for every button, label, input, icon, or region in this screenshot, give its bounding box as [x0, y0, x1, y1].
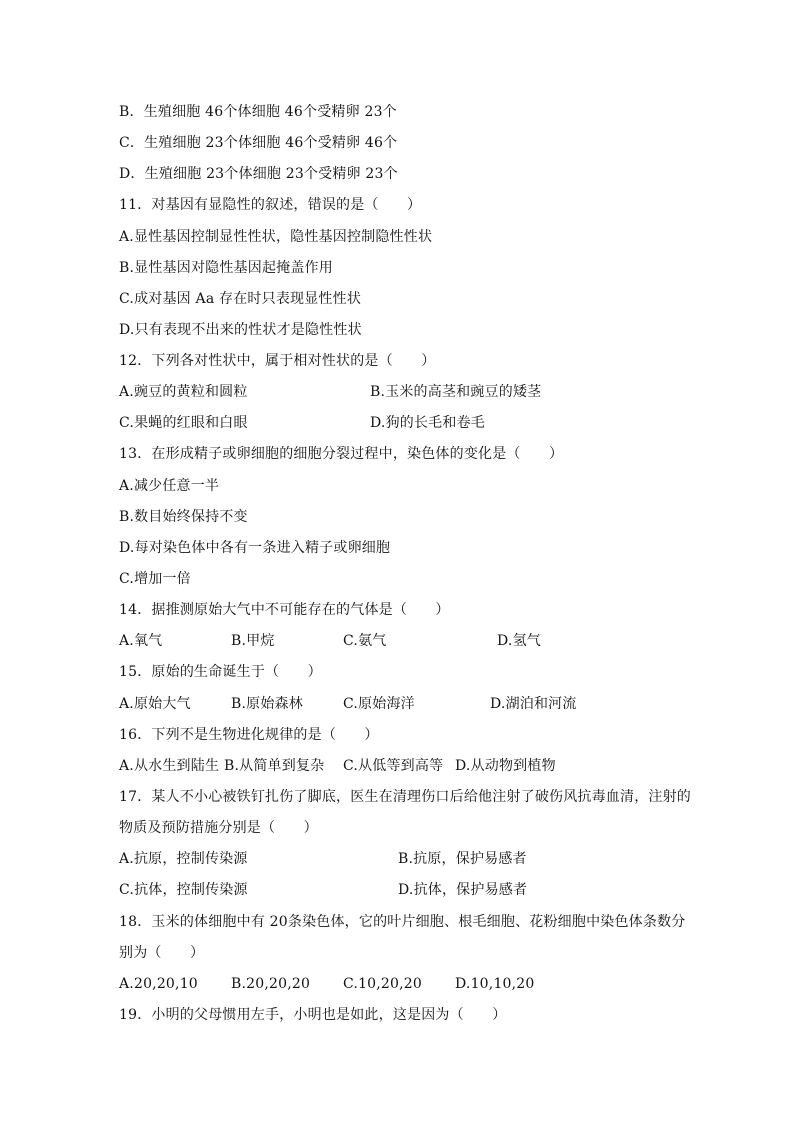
q15-option-c: C.原始海洋: [343, 696, 415, 712]
q14-option-a: A.氧气: [119, 633, 163, 649]
q10-option-c: C．生殖细胞 23个体细胞 46个受精卵 46个: [119, 135, 398, 151]
q17-option-a: A.抗原，控制传染源: [119, 851, 248, 867]
q18-stem-line-2: 别为（ ）: [119, 945, 205, 961]
q15-option-b: B.原始森林: [231, 696, 303, 712]
q12-option-b: B.玉米的高茎和豌豆的矮茎: [370, 384, 542, 400]
q14-option-b: B.甲烷: [231, 633, 275, 649]
q15-option-a: A.原始大气: [119, 696, 191, 712]
q19-stem: 19．小明的父母惯用左手，小明也是如此，这是因为（ ）: [119, 1007, 507, 1023]
q18-option-b: B.20,20,20: [231, 976, 311, 992]
q16-stem: 16．下列不是生物进化规律的是（ ）: [119, 727, 379, 743]
q10-option-b: B．生殖细胞 46个体细胞 46个受精卵 23个: [119, 104, 397, 120]
q17-stem-line-1: 17．某人不小心被铁钉扎伤了脚底，医生在清理伤口后给他注射了破伤风抗毒血清，注射的: [119, 789, 692, 805]
q17-stem-line-2: 物质及预防措施分别是（ ）: [119, 820, 318, 836]
q18-option-a: A.20,20,10: [119, 976, 198, 992]
q12-option-a: A.豌豆的黄粒和圆粒: [119, 384, 248, 400]
q14-option-d: D.氢气: [497, 633, 541, 649]
q12-option-c: C.果蝇的红眼和白眼: [119, 415, 248, 431]
q12-option-d: D.狗的长毛和卷毛: [370, 415, 485, 431]
q13-option-c: C.增加一倍: [119, 571, 191, 587]
q18-option-c: C.10,20,20: [343, 976, 423, 992]
q18-stem-line-1: 18．玉米的体细胞中有 20条染色体，它的叶片细胞、根毛细胞、花粉细胞中染色体条数分: [119, 914, 686, 930]
q10-option-d: D．生殖细胞 23个体细胞 23个受精卵 23个: [119, 166, 398, 182]
q16-option-c: C.从低等到高等: [343, 758, 444, 774]
q11-stem: 11．对基因有显隐性的叙述，错误的是（ ）: [119, 197, 422, 213]
q13-option-d: D.每对染色体中各有一条进入精子或卵细胞: [119, 540, 391, 556]
q15-stem: 15．原始的生命诞生于（ ）: [119, 664, 322, 680]
q15-option-d: D.湖泊和河流: [490, 696, 577, 712]
q11-option-d: D.只有表现不出来的性状才是隐性性状: [119, 322, 362, 338]
q13-stem: 13．在形成精子或卵细胞的细胞分裂过程中，染色体的变化是（ ）: [119, 446, 564, 462]
q12-stem: 12．下列各对性状中，属于相对性状的是（ ）: [119, 353, 436, 369]
q11-option-a: A.显性基因控制显性性状，隐性基因控制隐性性状: [119, 229, 433, 245]
q17-option-c: C.抗体，控制传染源: [119, 882, 248, 898]
q11-option-c: C.成对基因 Aa 存在时只表现显性性状: [119, 291, 362, 307]
q17-option-b: B.抗原，保护易感者: [398, 851, 527, 867]
q16-option-b: B.从简单到复杂: [224, 758, 325, 774]
q17-option-d: D.抗体，保护易感者: [398, 882, 528, 898]
q13-option-b: B.数目始终保持不变: [119, 509, 248, 525]
q16-option-d: D.从动物到植物: [455, 758, 556, 774]
q14-stem: 14．据推测原始大气中不可能存在的气体是（ ）: [119, 602, 450, 618]
q14-option-c: C.氨气: [343, 633, 387, 649]
q11-option-b: B.显性基因对隐性基因起掩盖作用: [119, 260, 333, 276]
q16-option-a: A.从水生到陆生: [119, 758, 220, 774]
q13-option-a: A.减少任意一半: [119, 478, 220, 494]
q18-option-d: D.10,10,20: [455, 976, 535, 992]
